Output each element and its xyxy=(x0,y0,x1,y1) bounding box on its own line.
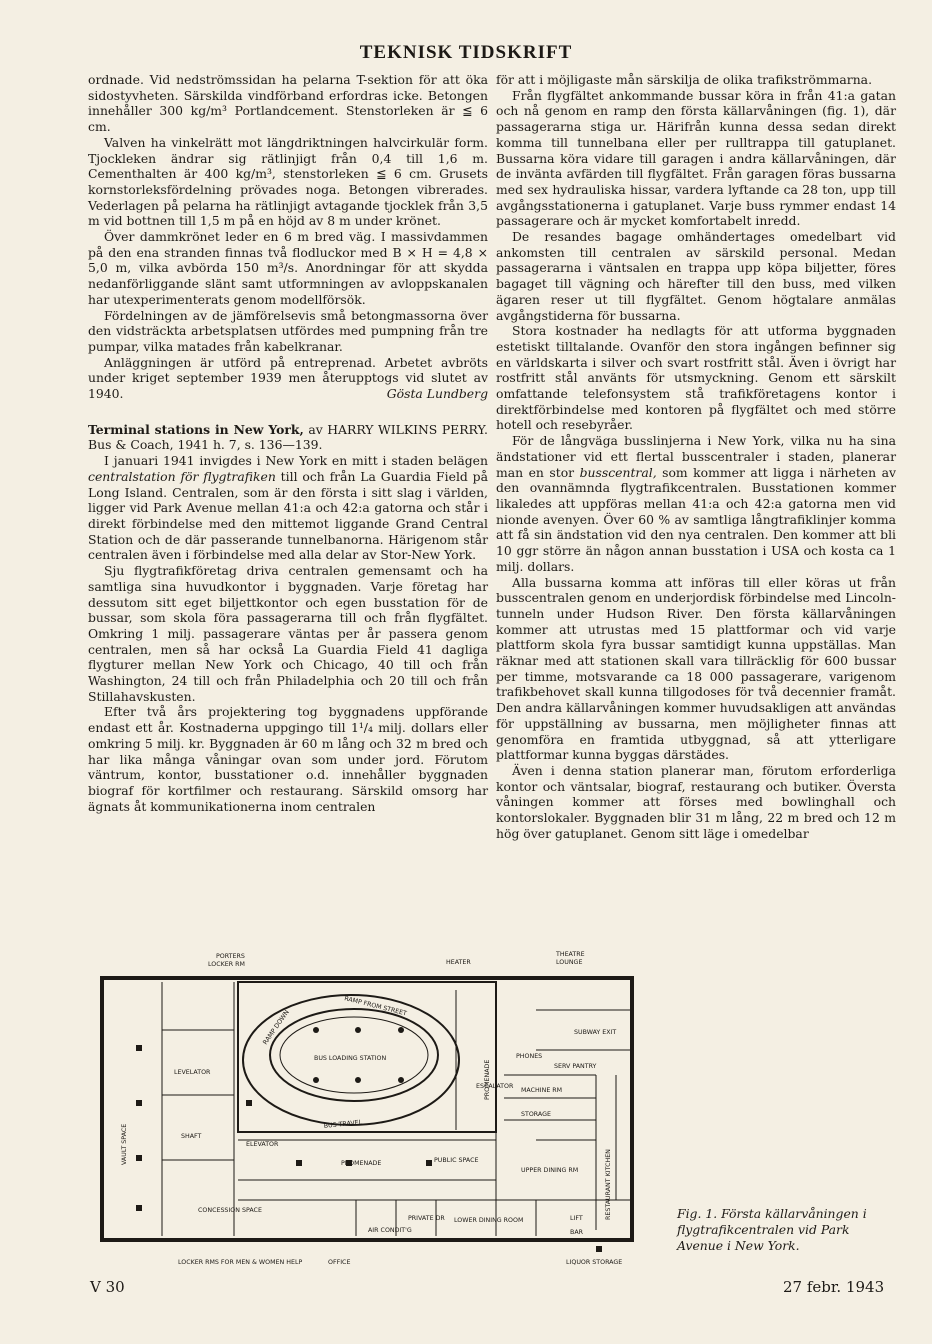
column-pillar xyxy=(246,1100,252,1106)
paragraph: Alla bussarna komma att införas till eller köras ut från busscentralen genom en underjordisk förbindelse med Lincoln-tunneln under Hudson River. Den första källarvåningen kommer att utrustas med 15 plattformar och vid varje plattform skola fyra bussar samtidigt kunna uppställas. Man räknar med att stationen skall vara tillräcklig för 600 bussar per timme, motsvarande ca 18 000 passagerare, varigenom trafikbehovet skall kunna tillgodoses för två decennier framåt. Den andra källarvåningen kommer huvudsakligen att användas för uppställning av bussarna, men möjligheter finnas att genomföra en framtida utbyggnad, så att ytterligare plattformar kunna byggas därstädes. xyxy=(496,574,896,763)
paragraph: ordnade. Vid nedströmssidan ha pelarna T-sektion för att öka sidostyvheten. Särskilda vindförband erfordras icke. Betongen innehåller 300 kg/m³ Portlandcement. Stenstorleken är ≦ 6 cm. xyxy=(88,72,488,135)
emphasis-text: centralstation för flygtrafiken xyxy=(88,468,276,484)
floor-plan-drawing xyxy=(96,950,640,1268)
column-pillar xyxy=(313,1027,319,1033)
label-storage: STORAGE xyxy=(521,1111,551,1118)
page-number: V 30 xyxy=(90,1278,125,1296)
label-promenade: PROMENADE xyxy=(484,1059,491,1100)
figure-caption: Fig. 1. Första källarvåningen i flygtrafikcentralen vid Park Avenue i New York. xyxy=(677,1206,867,1253)
paragraph: Även i denna station planerar man, förutom erforderliga kontor och väntsalar, biograf, restaurang och butiker. Översta våningen kommer att förses med bowlinghall och kontorslokaler. Byggnaden blir 31 m lång, 22 m bred och 12 m hög över gatuplanet. Genom sitt läge i omedelbar xyxy=(496,762,896,841)
label-bus-loading-station: BUS LOADING STATION xyxy=(314,1055,387,1062)
paragraph-text: till och från La Guardia Field på Long Island. Centralen, som är den första i sitt slag i världen, ligger vid Park Avenue mellan 41:a och 42:a gatorna och står i direkt förbindelse med den mittemot liggande Grand Central Station och de där passerande tunnelbanorna. Härigenom står centralen även i förbindelse med alla delar av Stor-New York. xyxy=(88,468,488,563)
section-reference: av HARRY WILKINS PERRY. Bus & Coach, 1941 h. 7, s. 136—139. xyxy=(88,421,488,453)
paragraph-text: För de långväga busslinjerna i New York, vilka nu ha sina ändstationer vid ett flertal busscentraler i staden, planerar man en stor xyxy=(496,433,896,480)
paragraph xyxy=(88,453,488,563)
label-heater: HEATER xyxy=(446,959,471,966)
label-phones: PHONES xyxy=(516,1053,543,1060)
paragraph: Från flygfältet ankommande bussar köra in från 41:a gatan och nå genom en ramp den första källarvåningen (fig. 1), där passagerarna stiga ur. Härifrån kunna dessa sedan direkt komma till tunnelbana eller per rulltrappa till gatuplanet. Bussarna köra vidare till garagen i andra källarvåningen, där de invänta avfärden till flygfältet. Från garagen föras bussarna med sex hydrauliska hissar, vardera lyftande ca 28 ton, upp till avgångsstationerna i gatuplanet. Varje buss rymmer endast 14 passagerare och är mycket komfortabelt inredd. xyxy=(496,87,896,229)
label-upper-dining-rm: UPPER DINING RM xyxy=(521,1167,579,1174)
emphasis-text: busscentral, xyxy=(579,464,657,480)
paragraph: för att i möjligaste mån särskilja de olika trafikströmmarna. xyxy=(496,72,873,87)
label-office: OFFICE xyxy=(328,1259,351,1266)
paragraph: Stora kostnader ha nedlagts för att utforma byggnaden estetiskt tilltalande. Ovanför den stora ingången befinner sig en världskarta i silver och svart rostfritt stål. Även i övrigt har rostfritt stål använts för utsmyckning. Genom ett särskilt omfattande telefonsystem stå trafikföretagens kontor i direktförbindelse med kontoren på flygfältet och med större hotell och resebyråer. xyxy=(496,323,896,433)
paragraph-text: som kommer att ligga i närheten av den ovannämnda flygtrafikcentralen. Busstationen kommer likaledes att uppföras mellan 41:a och 42:a gatorna men vid nionde avenyen. Över 60 % av samtliga långtrafiklinjer komma att få sin ändstation vid den nya centralen. Den kommer att bli 10 ggr större än någon annan busstation i USA och kosta ca 1 milj. dollars. xyxy=(496,464,896,574)
label-lower-dining-room: LOWER DINING ROOM xyxy=(454,1217,524,1224)
label-promenade-lower: PROMENADE xyxy=(341,1160,382,1167)
author-signature: Gösta Lundberg xyxy=(386,386,488,402)
label-vault-space: VAULT SPACE xyxy=(121,1123,128,1165)
column-pillar xyxy=(426,1160,432,1166)
column-pillar xyxy=(398,1027,404,1033)
paragraph: Fördelningen av de jämförelsevis små betongmassorna över den vidsträckta arbetsplatsen utfördes med pumpning från tre pumpar, vilka matades från kabelkranar. xyxy=(88,307,488,354)
column-pillar xyxy=(136,1100,142,1106)
journal-title: TEKNISK TIDSKRIFT xyxy=(359,42,573,63)
column-pillar xyxy=(136,1045,142,1051)
label-porters: PORTERS xyxy=(216,953,245,960)
column-pillar xyxy=(136,1155,142,1161)
label-theatre: THEATRE xyxy=(556,951,585,958)
label-public-space: PUBLIC SPACE xyxy=(434,1157,479,1164)
section-heading xyxy=(88,422,488,453)
label-escalator: ESCALATOR xyxy=(476,1083,514,1090)
label-locker-rm: LOCKER RM xyxy=(208,961,245,968)
column-pillar xyxy=(313,1077,319,1083)
left-column xyxy=(88,72,488,814)
column-pillar xyxy=(136,1205,142,1211)
label-bus-travel: BUS TRAVEL xyxy=(323,1118,363,1130)
label-ramp-down: RAMP DOWN xyxy=(261,1009,291,1047)
paragraph: Efter två års projektering tog byggnadens uppförande endast ett år. Kostnaderna uppgingo till 1¹/₄ milj. dollars eller omkring 5 milj. kr. Byggnaden är 60 m lång och 32 m bred och har lika många våningar ovan som under jord. Förutom väntrum, kontor, busstationer o.d. innehåller byggnaden biograf för kortfilmer och restaurang. Särskild omsorg har ägnats åt kommunikationerna inom centralen xyxy=(88,704,488,814)
column-pillar xyxy=(355,1077,361,1083)
label-air-conditg: AIR CONDIT'G xyxy=(368,1227,412,1234)
floor-plan-figure xyxy=(96,950,640,1268)
label-restaurant-kitchen: RESTAURANT KITCHEN xyxy=(605,1149,612,1220)
right-column xyxy=(496,72,896,841)
paragraph: Sju flygtrafikföretag driva centralen gemensamt och ha samtliga sina huvudkontor i byggnaden. Varje företag har dessutom sitt eget biljettkontor och egen busstation för de bussar, som skola föra passagerarna till och från flygfältet. Omkring 1 milj. passagerare väntas per år passera genom centralen, men så har också La Guardia Field 41 dagliga flygturer mellan New York och Chicago, 40 till och från Washington, 24 till och från Philadelphia och 20 till och från Stillahavskusten. xyxy=(88,563,488,704)
paragraph-text: I januari 1941 invigdes i New York en mitt i staden belägen xyxy=(104,453,488,469)
column-pillar xyxy=(398,1077,404,1083)
column-pillar xyxy=(596,1246,602,1252)
label-subway-exit: SUBWAY EXIT xyxy=(574,1029,617,1036)
column-pillar xyxy=(296,1160,302,1166)
paragraph-text: Anläggningen är utförd på entreprenad. Arbetet avbröts under kriget september 1939 men återupptogs vid slutet av 1940. xyxy=(88,354,488,402)
label-liquor-storage: LIQUOR STORAGE xyxy=(566,1259,623,1266)
paragraph xyxy=(88,355,488,402)
label-concession-space: CONCESSION SPACE xyxy=(198,1207,262,1214)
label-ramp-from-street: RAMP FROM STREET xyxy=(343,995,408,1018)
label-shaft: SHAFT xyxy=(181,1133,202,1140)
paragraph: Valven ha vinkelrätt mot längdriktningen halvcirkulär form. Tjockleken ändrar sig rätlinjigt från 0,4 till 1,6 m. Cementhalten är 400 kg/m³, stenstorleken ≦ 6 cm. Grusets kornstorleksfördelning prövades noga. Betongen vibrerades. Vederlagen på pelarna ha rätlinjigt avtagande tjocklek från 3,5 m vid bottnen till 1,5 m på en höjd av 8 m under krönet. xyxy=(88,134,488,229)
label-levelator: LEVELATOR xyxy=(174,1069,211,1076)
label-lift: LIFT xyxy=(570,1215,583,1222)
section-title: Terminal stations in New York, xyxy=(88,421,304,437)
paragraph: Över dammkrönet leder en 6 m bred väg. I massivdammen på den ena stranden finnas två flodluckor med B × H = 4,8 × 5,0 m, vilka avbörda 150 m³/s. Anordningar för att skydda nedanförliggande slänt samt utformningen av avloppskanalen har utexperimenterats genom modellförsök. xyxy=(88,229,488,307)
issue-date: 27 febr. 1943 xyxy=(783,1278,885,1296)
label-private-dr: PRIVATE DR xyxy=(408,1215,445,1222)
label-machine-rm: MACHINE RM xyxy=(521,1087,563,1094)
label-lounge: LOUNGE xyxy=(556,959,583,966)
label-locker-rms-bottom: LOCKER RMS FOR MEN & WOMEN HELP xyxy=(178,1259,303,1266)
label-elevator: ELEVATOR xyxy=(246,1141,279,1148)
paragraph: De resandes bagage omhändertages omedelbart vid ankomsten till centralen av särskild personal. Medan passagerarna i väntsalen en trappa upp köpa biljetter, föres bagaget till vägning och härefter till den buss, med vilken ägaren reser ut till flygfältet. Genom högtalare anmälas avgångstiderna för bussarna. xyxy=(496,229,896,323)
paragraph xyxy=(496,433,896,574)
column-pillar xyxy=(355,1027,361,1033)
label-bar: BAR xyxy=(570,1229,584,1236)
label-serv-pantry: SERV PANTRY xyxy=(554,1063,597,1070)
